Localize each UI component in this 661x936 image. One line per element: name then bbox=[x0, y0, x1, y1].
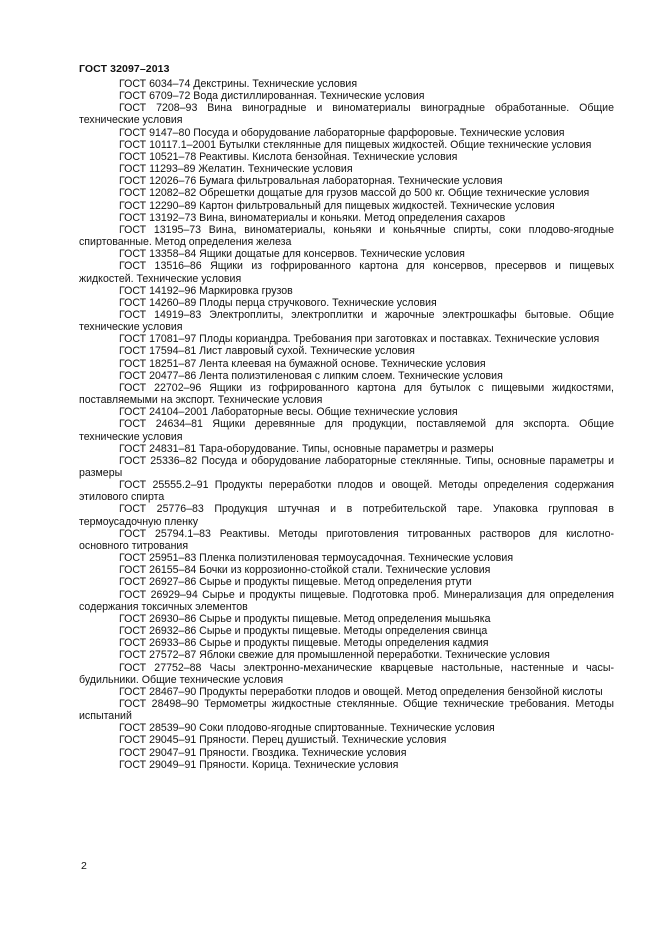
reference-item: ГОСТ 29045–91 Пряности. Перец душистый. Технические условия bbox=[119, 734, 447, 747]
document-header: ГОСТ 32097–2013 bbox=[79, 63, 170, 75]
reference-item: ГОСТ 12082–82 Обрешетки дощатые для грузов массой до 500 кг. Общие технические условия bbox=[119, 187, 590, 200]
reference-item: ГОСТ 27572–87 Яблоки свежие для промышленной переработки. Технические условия bbox=[119, 649, 550, 662]
reference-item: ГОСТ 13516–86 Ящики из гофрированного картона для консервов, пресервов и пищевых жидкостей. Технические условия bbox=[79, 260, 614, 285]
reference-item: ГОСТ 17081–97 Плоды кориандра. Требования при заготовках и поставках. Технические условия bbox=[119, 333, 600, 346]
reference-item: ГОСТ 10117.1–2001 Бутылки стеклянные для пищевых жидкостей. Общие технические условия bbox=[119, 138, 592, 151]
reference-item: ГОСТ 26933–86 Сырье и продукты пищевые. Методы определения кадмия bbox=[119, 637, 489, 650]
reference-item: ГОСТ 26155–84 Бочки из коррозионно-стойкой стали. Технические условия bbox=[119, 564, 491, 577]
reference-item: ГОСТ 13195–73 Вина, виноматериалы, коньяки и коньячные спирты, соки плодово-ягодные спиртованные. Метод определения железа bbox=[79, 223, 614, 249]
reference-list bbox=[79, 78, 614, 771]
reference-item: ГОСТ 9147–80 Посуда и оборудование лабораторные фарфоровые. Технические условия bbox=[119, 126, 565, 139]
reference-item: ГОСТ 25336–82 Посуда и оборудование лабораторные стеклянные. Типы, основные параметры и размеры bbox=[79, 454, 614, 479]
reference-item: ГОСТ 14260–89 Плоды перца стручкового. Технические условия bbox=[119, 296, 437, 309]
reference-item: ГОСТ 29047–91 Пряности. Гвоздика. Технические условия bbox=[119, 746, 407, 759]
reference-item: ГОСТ 6034–74 Декстрины. Технические условия bbox=[119, 78, 358, 90]
reference-item: ГОСТ 25776–83 Продукция штучная и в потребительской таре. Упаковка групповая в термоусадочную пленку bbox=[79, 503, 614, 528]
reference-item: ГОСТ 27752–88 Часы электронно-механические кварцевые настольные, настенные и часы-будильники. Общие технические условия bbox=[79, 661, 614, 686]
page-number: 2 bbox=[81, 860, 87, 872]
reference-item: ГОСТ 25951–83 Пленка полиэтиленовая термоусадочная. Технические условия bbox=[119, 552, 514, 565]
reference-item: ГОСТ 10521–78 Реактивы. Кислота бензойная. Технические условия bbox=[119, 150, 458, 163]
reference-item: ГОСТ 28498–90 Термометры жидкостные стеклянные. Общие технические требования. Методы испытаний bbox=[79, 697, 614, 723]
reference-item: ГОСТ 26927–86 Сырье и продукты пищевые. Метод определения ртути bbox=[119, 576, 472, 589]
reference-item: ГОСТ 18251–87 Лента клеевая на бумажной основе. Технические условия bbox=[119, 357, 486, 370]
reference-item: ГОСТ 6709–72 Вода дистиллированная. Технические условия bbox=[119, 90, 425, 103]
reference-item: ГОСТ 12026–76 Бумага фильтровальная лабораторная. Технические условия bbox=[119, 175, 503, 188]
reference-item: ГОСТ 13192–73 Вина, виноматериалы и коньяки. Метод определения сахаров bbox=[119, 211, 506, 224]
reference-item: ГОСТ 24634–81 Ящики деревянные для продукции, поставляемой для экспорта. Общие технические условия bbox=[79, 418, 614, 443]
reference-item: ГОСТ 12290–89 Картон фильтровальный для пищевых жидкостей. Технические условия bbox=[119, 199, 555, 212]
reference-item: ГОСТ 26930–86 Сырье и продукты пищевые. Метод определения мышьяка bbox=[119, 612, 491, 625]
reference-item: ГОСТ 24104–2001 Лабораторные весы. Общие технические условия bbox=[119, 406, 458, 419]
reference-item: ГОСТ 25555.2–91 Продукты переработки плодов и овощей. Методы определения содержания этилового спирта bbox=[79, 479, 614, 504]
reference-item: ГОСТ 26932–86 Сырье и продукты пищевые. Методы определения свинца bbox=[119, 625, 488, 638]
reference-item: ГОСТ 24831–81 Тара-оборудование. Типы, основные параметры и размеры bbox=[119, 442, 494, 455]
reference-item: ГОСТ 29049–91 Пряности. Корица. Технические условия bbox=[119, 758, 399, 771]
reference-item: ГОСТ 13358–84 Ящики дощатые для консервов. Технические условия bbox=[119, 248, 465, 261]
reference-item: ГОСТ 22702–96 Ящики из гофрированного картона для бутылок с пищевыми жидкостями, поставляемыми на экспорт. Технические условия bbox=[79, 381, 614, 407]
reference-item: ГОСТ 28467–90 Продукты переработки плодов и овощей. Метод определения бензойной кислоты bbox=[119, 685, 603, 698]
reference-item: ГОСТ 14192–96 Маркировка грузов bbox=[119, 284, 293, 297]
reference-item: ГОСТ 20477–86 Лента полиэтиленовая с липким слоем. Технические условия bbox=[119, 369, 503, 382]
reference-item: ГОСТ 14919–83 Электроплиты, электроплитки и жарочные электрошкафы бытовые. Общие технические условия bbox=[79, 308, 614, 334]
reference-item: ГОСТ 11293–89 Желатин. Технические условия bbox=[119, 163, 353, 176]
reference-item: ГОСТ 17594–81 Лист лавровый сухой. Технические условия bbox=[119, 345, 415, 358]
reference-item: ГОСТ 26929–94 Сырье и продукты пищевые. Подготовка проб. Минерализация для определения содержания токсичных элементов bbox=[79, 588, 614, 613]
reference-item: ГОСТ 28539–90 Соки плодово-ягодные спиртованные. Технические условия bbox=[119, 722, 495, 735]
reference-item: ГОСТ 7208–93 Вина виноградные и виноматериалы виноградные обработанные. Общие технические условия bbox=[79, 102, 614, 127]
reference-item: ГОСТ 25794.1–83 Реактивы. Методы приготовления титрованных растворов для кислотно-основного титрования bbox=[79, 527, 614, 552]
